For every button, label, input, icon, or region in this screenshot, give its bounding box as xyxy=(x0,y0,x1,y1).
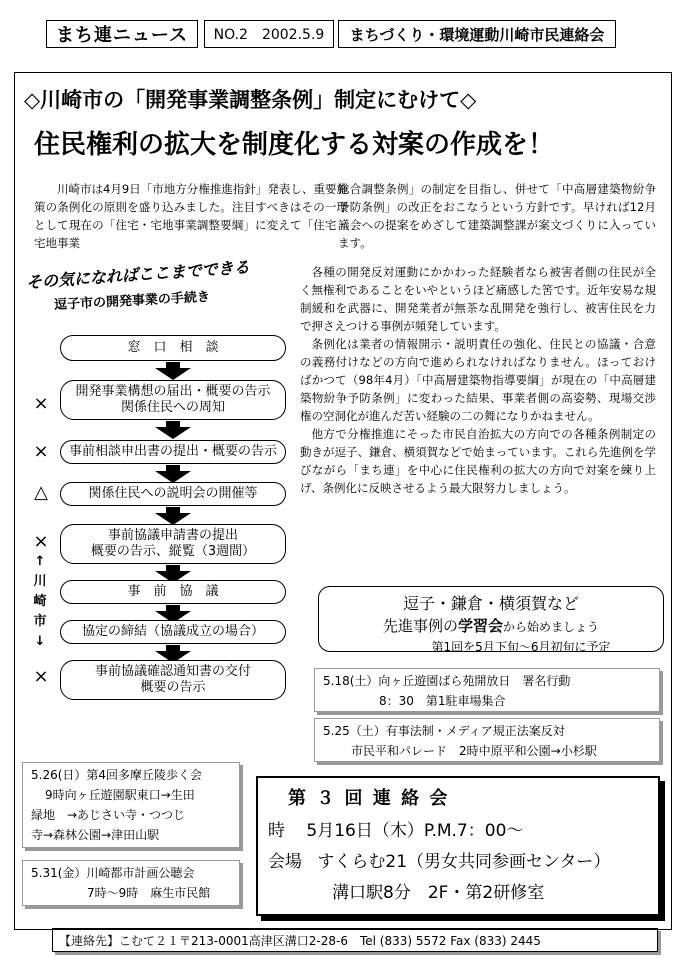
article-body xyxy=(300,263,656,497)
flow-step-confirmation xyxy=(60,660,286,700)
study-highlight: 学習会 xyxy=(457,617,503,635)
status-mark: × xyxy=(33,441,49,462)
side-label-char: ↓ xyxy=(34,634,46,649)
article-paragraph-3: 他方で分権推進にそった市民自治拡大の方向での各種条例制定の動きが逗子、鎌倉、横須賀などで始まっています。これら先進例を学びながら「まち連」を中心に住民権利の拡大の方向で対案を練り上げ、条例化に反映させるよう最大限努力しましょう。 xyxy=(300,427,656,495)
event-text: 5.18(土）向ヶ丘遊園ばら苑開放日 署名行動 xyxy=(323,674,571,688)
event-text: 市民平和パレード 2時中原平和公園→小杉駅 xyxy=(351,744,597,758)
study-line-1: 逗子・鎌倉・横須賀など xyxy=(402,594,579,613)
event-hearing xyxy=(22,860,240,906)
study-session-box xyxy=(318,586,664,652)
kawasaki-city-label xyxy=(30,552,50,652)
event-rose-garden xyxy=(314,668,660,712)
meeting-time: 5月16日（木）P.M.7：00～ xyxy=(306,821,524,841)
flow-step-label: 事前協議申請書の提出 xyxy=(107,528,238,543)
side-label-char: 崎 xyxy=(33,594,47,609)
flow-step-label: 事 前 協 議 xyxy=(127,584,219,599)
meeting-box xyxy=(256,776,660,916)
flow-step-label: 関係住民への周知 xyxy=(120,400,225,415)
event-text: 5.25（土）有事法制・メディア規正法案反対 xyxy=(323,724,565,738)
flow-step-label: 事前協議確認通知書の交付 xyxy=(94,664,251,679)
flow-step-label: 事前相談申出書の提出・概要の告示 xyxy=(68,444,277,459)
flow-arrow-head xyxy=(155,427,191,439)
headline-subtitle: ◇川崎市の「開発事業調整条例」制定にむけて◇ xyxy=(24,88,477,112)
status-mark: × xyxy=(33,531,49,552)
study-line-3: 第1回を5月下旬～6月初旬に予定 xyxy=(431,640,611,654)
meeting-time-label: 時 xyxy=(268,821,285,841)
flow-arrow-head xyxy=(155,368,191,380)
event-text: 緑地 →あじさい寺・つつじ xyxy=(31,808,186,822)
event-text: 8：30 第1駐車場集合 xyxy=(379,694,506,708)
issue-number: NO.2 2002.5.9 xyxy=(204,20,334,48)
flow-step-pre-consult xyxy=(60,440,286,464)
article-paragraph-1: 各種の開発反対運動にかかわった経験者なら被害者側の住民が全く無権利であることをいやというほど痛感した筈です。近年安易な規制緩和を武器に、開発業者が無茶な乱開発を強行し、被害住民を力で押さえつける事例が頻発しています。 xyxy=(300,265,656,333)
headline-main: 住民権利の拡大を制度化する対案の作成を！ xyxy=(34,130,555,160)
flow-step-agreement xyxy=(60,620,286,644)
event-parade xyxy=(314,718,660,762)
flow-step-briefing xyxy=(60,482,286,506)
flow-step-application xyxy=(60,524,286,564)
meeting-title: 第 ３ 回 連 絡 会 xyxy=(288,788,450,809)
status-mark: △ xyxy=(34,482,48,503)
side-label-char: ↑ xyxy=(34,554,46,569)
flowchart-title: その気になればここまでできる xyxy=(25,257,251,292)
side-label-char: 市 xyxy=(33,614,47,629)
study-line-2 xyxy=(319,615,663,636)
meeting-venue-label: 会場 xyxy=(268,852,302,872)
flow-step-pre-discussion xyxy=(60,580,286,604)
event-text: 7時～9時 麻生市民館 xyxy=(87,886,211,900)
contact-info: 【連絡先】こむて２１〒213-0001高津区溝口2-28-6 Tel (833) 5572 Fax (833) 2445 xyxy=(52,928,658,952)
flowchart-subtitle: 逗子市の開発事業の手続き xyxy=(53,289,211,313)
meeting-venue: すくらむ21（男女共同参画センター） xyxy=(317,852,611,872)
flow-step-label: 開発事業構想の届出・概要の告示 xyxy=(75,384,271,399)
study-line-2a: 先進事例の xyxy=(382,617,458,635)
article-paragraph-2: 条例化は業者の情報開示・説明責任の強化、住民との協議・合意の義務付けなどの方向で進められなければなりません。ほっておけばかつて（98年4月）「中高層建築物指導要綱」が現在の「中高層建築物紛争予防条例」に変わった結果、事業者側の高姿勢、現場交渉権の空洞化が進んだ苦い経験の二の舞になりかねません。 xyxy=(300,337,656,423)
flow-step-label: 協定の締結（協議成立の場合） xyxy=(81,624,264,639)
meeting-time-row xyxy=(268,816,648,841)
flow-step-label: 概要の告示 xyxy=(140,680,206,695)
organization-name: まちづくり・環境運動川崎市民連絡会 xyxy=(338,20,616,48)
flow-step-label: 関係住民への説明会の開催等 xyxy=(88,486,258,501)
intro-left-text: 川崎市は4月9日「市地方分権推進指針」発表し、重要施策の条例化の原則を盛り込みました。注目すべきはその一環として現在の「住宅・宅地事業調整要綱」に変えて「住宅・宅地事業 xyxy=(34,182,348,250)
event-text: 5.31(金）川崎都市計画公聴会 xyxy=(31,866,195,880)
study-line-2c: から始めましょう xyxy=(503,620,600,634)
newsletter-title: まち連ニュース xyxy=(46,20,198,48)
flow-step-label: 概要の告示、縦覧（3週間） xyxy=(90,544,256,559)
flow-step-label: 窓 口 相 談 xyxy=(127,340,219,355)
event-hiking xyxy=(22,762,240,848)
flow-step-consult xyxy=(60,335,286,361)
side-label-char: 川 xyxy=(33,574,47,589)
meeting-venue-row xyxy=(268,847,648,872)
status-mark: × xyxy=(33,666,49,687)
intro-right-text: 総合調整条例」の制定を目指し、併せて「中高層建築物紛争予防条例」の改正をおこなうという方針です。早ければ12月議会への提案をめざして建築調整課が案文づくりに入っています。 xyxy=(338,182,656,250)
meeting-venue-detail: 溝口駅8分 2F・第2研修室 xyxy=(332,883,545,903)
event-text: 5.26(日）第4回多摩丘陵歩く会 xyxy=(31,768,203,782)
status-mark: × xyxy=(33,393,49,414)
event-text: 9時向ヶ丘遊園駅東口→生田 xyxy=(45,788,195,802)
flow-step-notice xyxy=(60,380,286,420)
event-text: 寺→森林公園→津田山駅 xyxy=(31,828,160,842)
